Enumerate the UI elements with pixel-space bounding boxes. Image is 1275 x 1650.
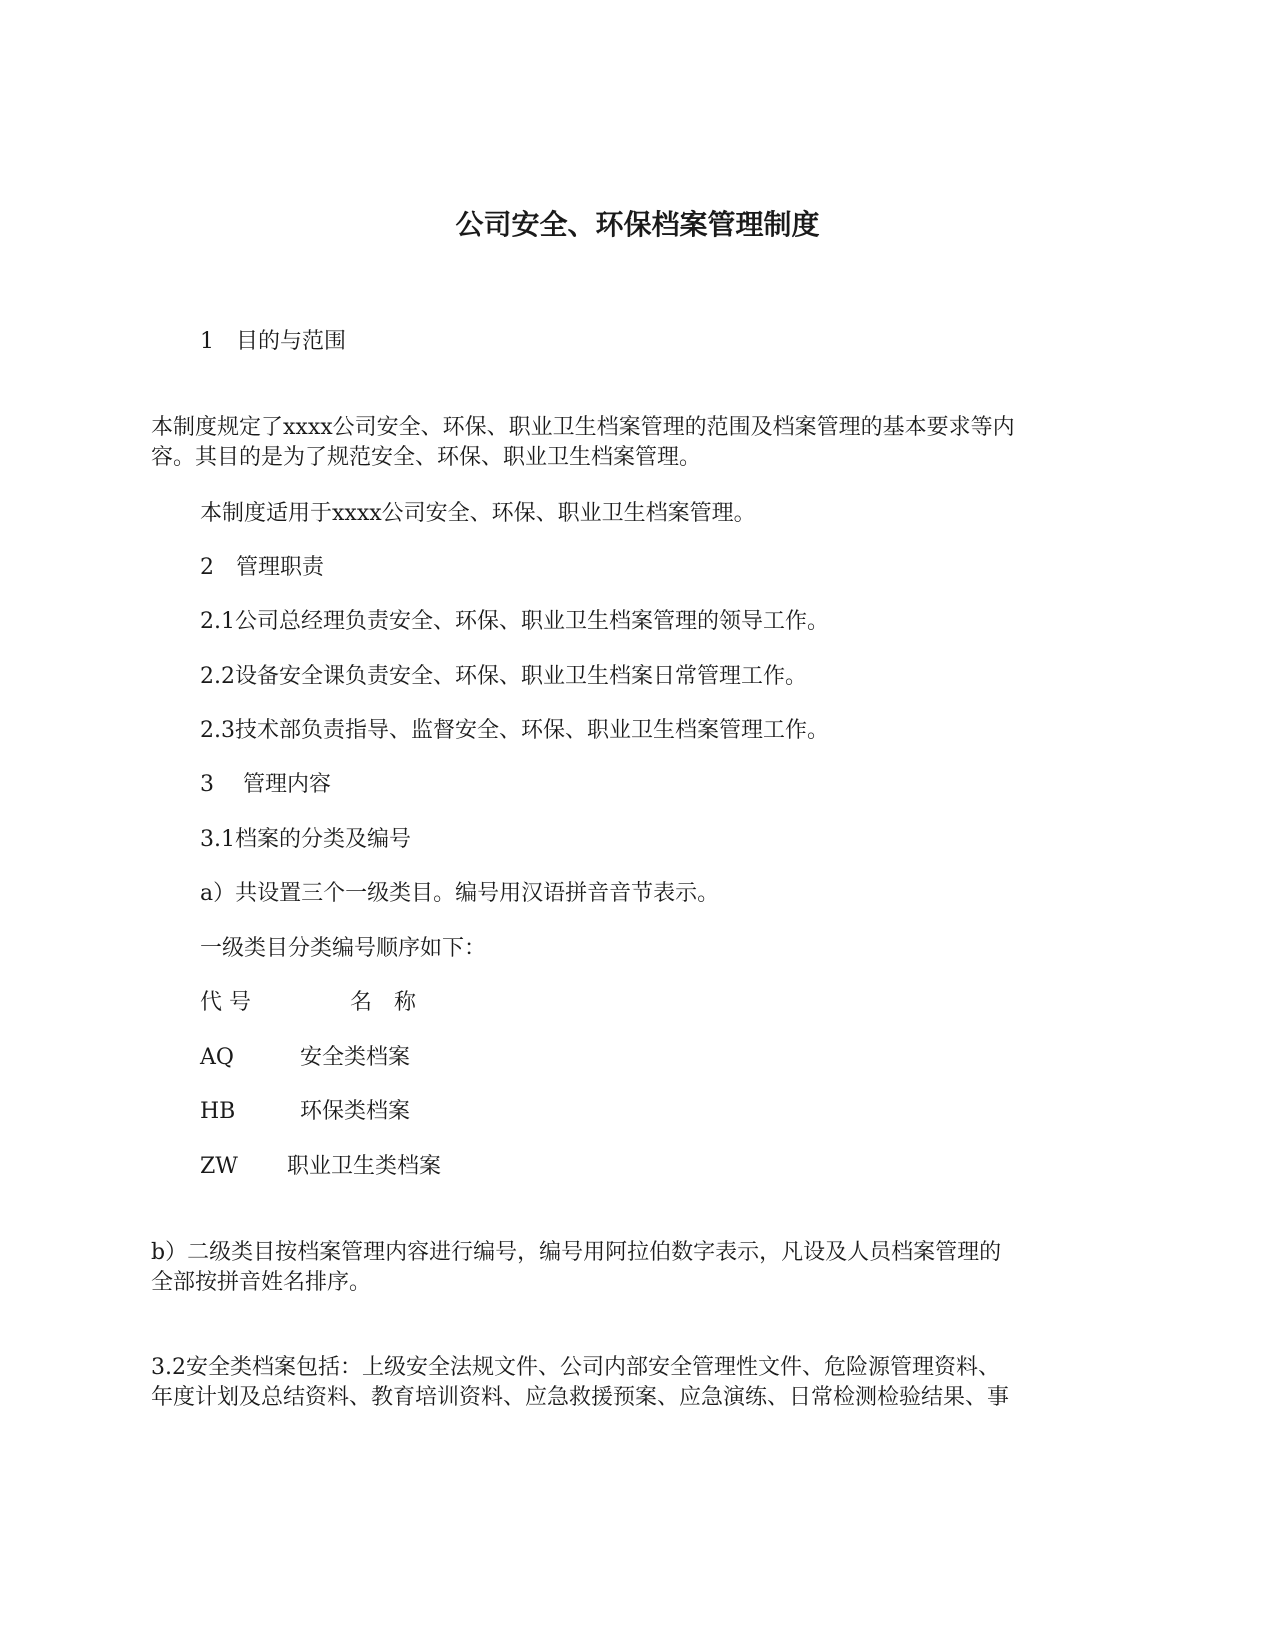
category-name: 安全类档案 [300,1045,411,1070]
category-name: 环保类档案 [300,1099,411,1124]
item-3-1: 3.1档案的分类及编号 [200,827,411,852]
section-1-heading: 1 目的与范围 [200,329,346,354]
item-a: a）共设置三个一级类目。编号用汉语拼音音节表示。 [200,881,720,906]
section-1-paragraph-2: 本制度适用于xxxx公司安全、环保、职业卫生档案管理。 [200,501,756,526]
item-b-line-1: b）二级类目按档案管理内容进行编号，编号用阿拉伯数字表示，凡设及人员档案管理的 [151,1240,1002,1265]
section-3-heading: 3 管理内容 [200,772,331,797]
table-header-code: 代 号 [200,990,251,1015]
item-2-3: 2.3技术部负责指导、监督安全、环保、职业卫生档案管理工作。 [200,718,829,743]
category-code: ZW [200,1154,238,1179]
table-header-name: 名 称 [350,990,417,1015]
category-name: 职业卫生类档案 [287,1154,442,1179]
section-2-heading: 2 管理职责 [200,555,324,580]
category-code: HB [200,1099,236,1124]
category-code: AQ [200,1045,234,1070]
category-intro: 一级类目分类编号顺序如下： [200,936,487,961]
item-3-2-line-2: 年度计划及总结资料、教育培训资料、应急救援预案、应急演练、日常检测检验结果、事 [151,1385,1010,1410]
item-2-2: 2.2设备安全课负责安全、环保、职业卫生档案日常管理工作。 [200,664,807,689]
document-title: 公司安全、环保档案管理制度 [455,208,820,241]
section-1-paragraph-1-line-2: 容。其目的是为了规范安全、环保、职业卫生档案管理。 [151,445,702,470]
item-3-2-line-1: 3.2安全类档案包括：上级安全法规文件、公司内部安全管理性文件、危险源管理资料、 [151,1355,1000,1380]
item-2-1: 2.1公司总经理负责安全、环保、职业卫生档案管理的领导工作。 [200,609,829,634]
item-b-line-2: 全部按拼音姓名排序。 [151,1270,372,1295]
section-1-paragraph-1-line-1: 本制度规定了xxxx公司安全、环保、职业卫生档案管理的范围及档案管理的基本要求等内 [151,415,1015,440]
